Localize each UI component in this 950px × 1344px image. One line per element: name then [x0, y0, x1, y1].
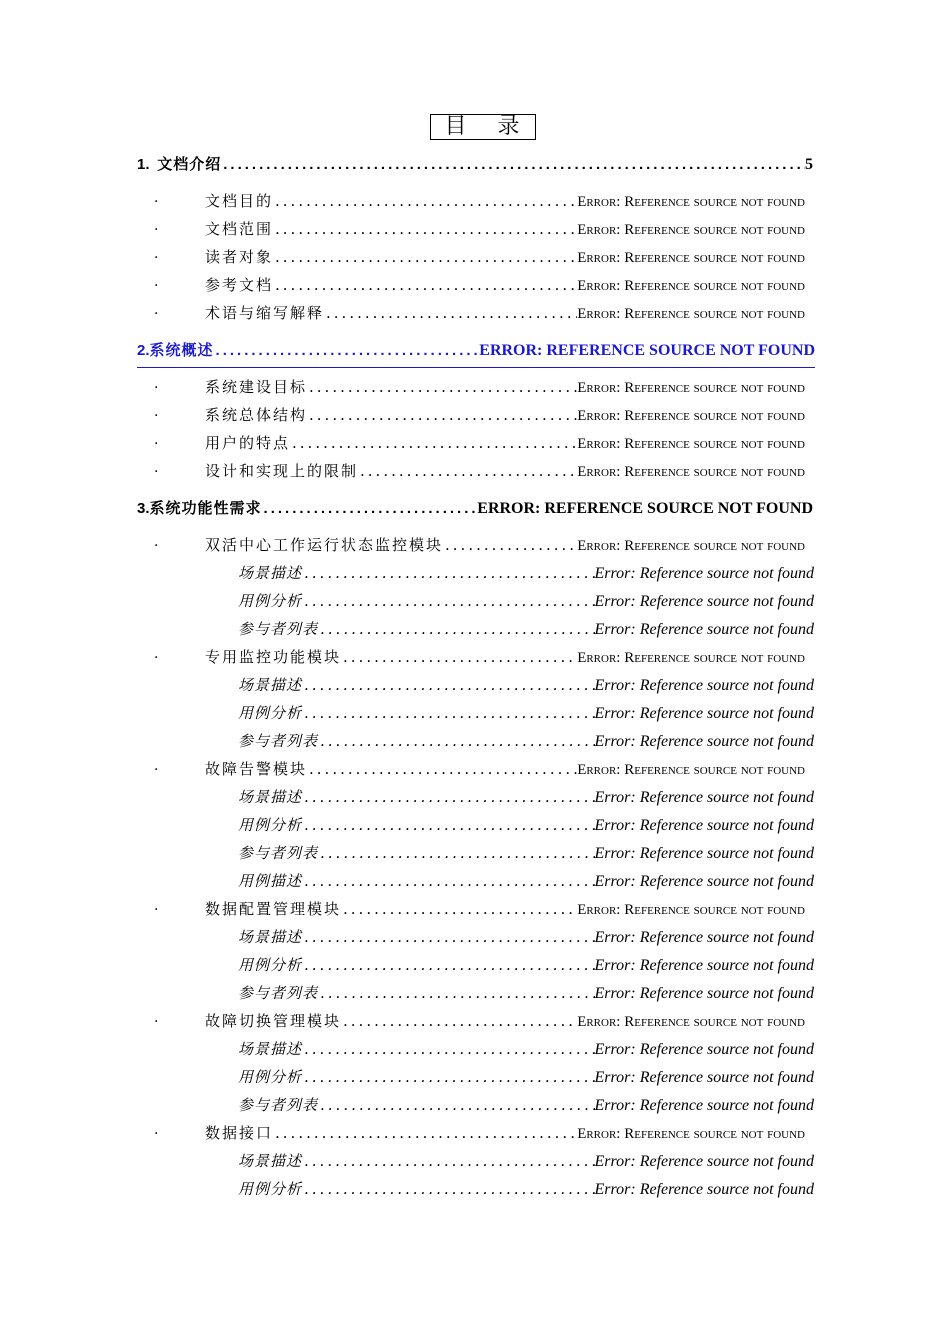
toc-entry-bullet: .: [154, 432, 159, 448]
toc-dot-leader: [302, 676, 594, 694]
toc-entry[interactable]: [238, 1150, 814, 1178]
toc-entry-label: 用例分析: [238, 816, 303, 834]
toc-entry-page-ref: Error: Reference source not found: [577, 650, 805, 666]
toc-entry[interactable]: [238, 730, 814, 758]
toc-dot-leader: [290, 434, 577, 452]
toc-entry[interactable]: [137, 339, 815, 368]
toc-dot-leader: [262, 500, 478, 517]
toc-dot-leader: [318, 732, 594, 750]
toc-entry-label: 故障告警模块: [205, 760, 308, 778]
toc-entry-label: 用例描述: [238, 872, 303, 890]
toc-entry-page-ref: Error: Reference source not found: [594, 593, 814, 610]
toc-dot-leader: [302, 1180, 594, 1198]
toc-dot-leader: [273, 248, 577, 266]
toc-entry-page-ref: Error: Reference source not found: [594, 845, 814, 862]
toc-entry-label: 参考文档: [205, 276, 274, 294]
toc-dot-leader: [302, 956, 594, 974]
toc-dot-leader: [273, 220, 577, 238]
toc-entry-bullet: .: [154, 1122, 159, 1138]
toc-entry[interactable]: [137, 497, 813, 525]
toc-entry[interactable]: [154, 404, 805, 432]
toc-entry-page-ref: 5: [805, 156, 813, 173]
toc-dot-leader: [302, 872, 594, 890]
toc-entry-page-ref: ERROR: REFERENCE SOURCE NOT FOUND: [477, 500, 813, 517]
toc-entry-page-ref: Error: Reference source not found: [594, 677, 814, 694]
toc-entry-label: 系统总体结构: [205, 406, 308, 424]
toc-dot-leader: [324, 304, 577, 322]
toc-entry[interactable]: [154, 302, 805, 330]
toc-entry[interactable]: [154, 376, 805, 404]
toc-entry[interactable]: [238, 562, 814, 590]
toc-entry-page-ref: Error: Reference source not found: [594, 1181, 814, 1198]
toc-entry-page-ref: Error: Reference source not found: [594, 957, 814, 974]
toc-entry[interactable]: [154, 274, 805, 302]
toc-entry-page-ref: Error: Reference source not found: [594, 565, 814, 582]
toc-dot-leader: [302, 816, 594, 834]
toc-entry-page-ref: Error: Reference source not found: [594, 1097, 814, 1114]
toc-entry[interactable]: [238, 1066, 814, 1094]
toc-dot-leader: [273, 1124, 577, 1142]
toc-entry-label: 用户的特点: [205, 434, 291, 452]
toc-entry[interactable]: [154, 646, 805, 674]
toc-entry-label: 文档目的: [205, 192, 274, 210]
toc-entry-label: 用例分析: [238, 1068, 303, 1086]
toc-entry-page-ref: Error: Reference source not found: [577, 762, 805, 778]
toc-entry[interactable]: [137, 153, 813, 181]
toc-entry-page-ref: Error: Reference source not found: [594, 929, 814, 946]
toc-entry-page-ref: Error: Reference source not found: [594, 789, 814, 806]
toc-entry-label: 术语与缩写解释: [205, 304, 325, 322]
toc-entry[interactable]: [154, 1010, 805, 1038]
toc-entry-label: 场景描述: [238, 788, 303, 806]
toc-entry-label: 场景描述: [238, 676, 303, 694]
toc-dot-leader: [358, 462, 577, 480]
toc-entry-page-ref: Error: Reference source not found: [594, 1041, 814, 1058]
toc-dot-leader: [341, 900, 577, 918]
toc-entry-label: 场景描述: [238, 564, 303, 582]
toc-dot-leader: [341, 1012, 577, 1030]
toc-entry[interactable]: [154, 534, 805, 562]
toc-entry-page-ref: Error: Reference source not found: [577, 538, 805, 554]
toc-entry[interactable]: [238, 702, 814, 730]
toc-entry-number: 1.: [137, 156, 150, 173]
toc-entry-bullet: .: [154, 274, 159, 290]
toc-entry-label: 读者对象: [205, 248, 274, 266]
toc-entry-label: 数据配置管理模块: [205, 900, 342, 918]
toc-entry-bullet: .: [154, 898, 159, 914]
toc-dot-leader: [302, 1040, 594, 1058]
toc-entry[interactable]: [238, 814, 814, 842]
toc-entry[interactable]: [238, 590, 814, 618]
toc-entry-page-ref: ERROR: REFERENCE SOURCE NOT FOUND: [479, 342, 815, 359]
toc-entry-label: 用例分析: [238, 956, 303, 974]
toc-entry-label: 参与者列表: [238, 732, 319, 750]
toc-entry-page-ref: Error: Reference source not found: [577, 250, 805, 266]
toc-entry[interactable]: [154, 898, 805, 926]
toc-entry-page-ref: Error: Reference source not found: [594, 733, 814, 750]
toc-dot-leader: [307, 760, 577, 778]
toc-entry[interactable]: [238, 926, 814, 954]
toc-entry-page-ref: Error: Reference source not found: [577, 408, 805, 424]
toc-entry[interactable]: [238, 674, 814, 702]
toc-entry-bullet: .: [154, 376, 159, 392]
toc-entry-page-ref: Error: Reference source not found: [577, 222, 805, 238]
toc-entry-bullet: .: [154, 534, 159, 550]
toc-dot-leader: [214, 342, 480, 359]
toc-entry-page-ref: Error: Reference source not found: [594, 621, 814, 638]
toc-entry-page-ref: Error: Reference source not found: [594, 1069, 814, 1086]
toc-title: 目 录: [430, 114, 536, 140]
toc-entry[interactable]: [154, 1122, 805, 1150]
toc-entry-label: 专用监控功能模块: [205, 648, 342, 666]
toc-entry-bullet: .: [154, 246, 159, 262]
toc-entry-number: 2.: [137, 342, 150, 359]
toc-dot-leader: [273, 192, 577, 210]
toc-entry-page-ref: Error: Reference source not found: [594, 873, 814, 890]
toc-dot-leader: [318, 1096, 594, 1114]
toc-entry-bullet: .: [154, 190, 159, 206]
toc-entry-page-ref: Error: Reference source not found: [577, 436, 805, 452]
toc-entry[interactable]: [238, 982, 814, 1010]
toc-entry[interactable]: [238, 954, 814, 982]
toc-entry[interactable]: [238, 842, 814, 870]
toc-dot-leader: [318, 620, 594, 638]
toc-dot-leader: [302, 788, 594, 806]
toc-entry-label: 文档介绍: [157, 156, 222, 173]
toc-entry-page-ref: Error: Reference source not found: [594, 1153, 814, 1170]
toc-entry[interactable]: [154, 246, 805, 274]
toc-entry-label: 用例分析: [238, 592, 303, 610]
toc-entry-label: 参与者列表: [238, 844, 319, 862]
toc-dot-leader: [302, 928, 594, 946]
toc-dot-leader: [341, 648, 577, 666]
toc-dot-leader: [302, 1152, 594, 1170]
toc-entry-bullet: .: [154, 404, 159, 420]
toc-entry-label: 参与者列表: [238, 620, 319, 638]
toc-entry-label: 双活中心工作运行状态监控模块: [205, 536, 444, 554]
toc-entry-label: 系统功能性需求: [149, 500, 262, 517]
toc-entry-page-ref: Error: Reference source not found: [594, 705, 814, 722]
toc-dot-leader: [302, 592, 594, 610]
toc-entry-label: 用例分析: [238, 704, 303, 722]
toc-entry-page-ref: Error: Reference source not found: [577, 1014, 805, 1030]
toc-entry[interactable]: [238, 1038, 814, 1066]
toc-entry-bullet: .: [154, 302, 159, 318]
toc-entry-label: 场景描述: [238, 1152, 303, 1170]
toc-dot-leader: [302, 1068, 594, 1086]
toc-entry-bullet: .: [154, 1010, 159, 1026]
toc-entry[interactable]: [238, 870, 814, 898]
toc-entry-page-ref: Error: Reference source not found: [577, 278, 805, 294]
toc-dot-leader: [273, 276, 577, 294]
toc-entry-page-ref: Error: Reference source not found: [577, 464, 805, 480]
toc-entry-page-ref: Error: Reference source not found: [577, 380, 805, 396]
toc-dot-leader: [318, 844, 594, 862]
toc-entry-bullet: .: [154, 460, 159, 476]
toc-entry[interactable]: [154, 190, 805, 218]
toc-entry[interactable]: [154, 460, 805, 488]
toc-entry[interactable]: [154, 432, 805, 460]
toc-dot-leader: [318, 984, 594, 1002]
toc-entry-label: 系统概述: [149, 342, 214, 359]
toc-dot-leader: [307, 378, 577, 396]
toc-entry-page-ref: Error: Reference source not found: [577, 194, 805, 210]
toc-entry[interactable]: [238, 1178, 814, 1206]
toc-entry[interactable]: [238, 1094, 814, 1122]
toc-entry-label: 文档范围: [205, 220, 274, 238]
toc-entry[interactable]: [238, 786, 814, 814]
toc-entry-bullet: .: [154, 758, 159, 774]
toc-entry-page-ref: Error: Reference source not found: [594, 985, 814, 1002]
toc-dot-leader: [302, 564, 594, 582]
toc-entry-label: 场景描述: [238, 928, 303, 946]
toc-dot-leader: [307, 406, 577, 424]
toc-entry-page-ref: Error: Reference source not found: [594, 817, 814, 834]
toc-entry-label: 用例分析: [238, 1180, 303, 1198]
toc-entry[interactable]: [238, 618, 814, 646]
toc-entry-label: 参与者列表: [238, 984, 319, 1002]
toc-entry[interactable]: [154, 758, 805, 786]
toc-entry-label: 设计和实现上的限制: [205, 462, 359, 480]
toc-entry-bullet: .: [154, 646, 159, 662]
toc-entry-label: 参与者列表: [238, 1096, 319, 1114]
toc-dot-leader: [302, 704, 594, 722]
toc-dot-leader: [443, 536, 577, 554]
toc-entry-page-ref: Error: Reference source not found: [577, 1126, 805, 1142]
toc-entry-page-ref: Error: Reference source not found: [577, 902, 805, 918]
toc-entry-label: 数据接口: [205, 1124, 274, 1142]
toc-entry-label: 场景描述: [238, 1040, 303, 1058]
toc-entry-page-ref: Error: Reference source not found: [577, 306, 805, 322]
toc-entry-label: 故障切换管理模块: [205, 1012, 342, 1030]
toc-entry-number: 3.: [137, 500, 150, 517]
toc-entry-label: 系统建设目标: [205, 378, 308, 396]
toc-entry-bullet: .: [154, 218, 159, 234]
toc-dot-leader: [221, 156, 805, 173]
toc-entry[interactable]: [154, 218, 805, 246]
